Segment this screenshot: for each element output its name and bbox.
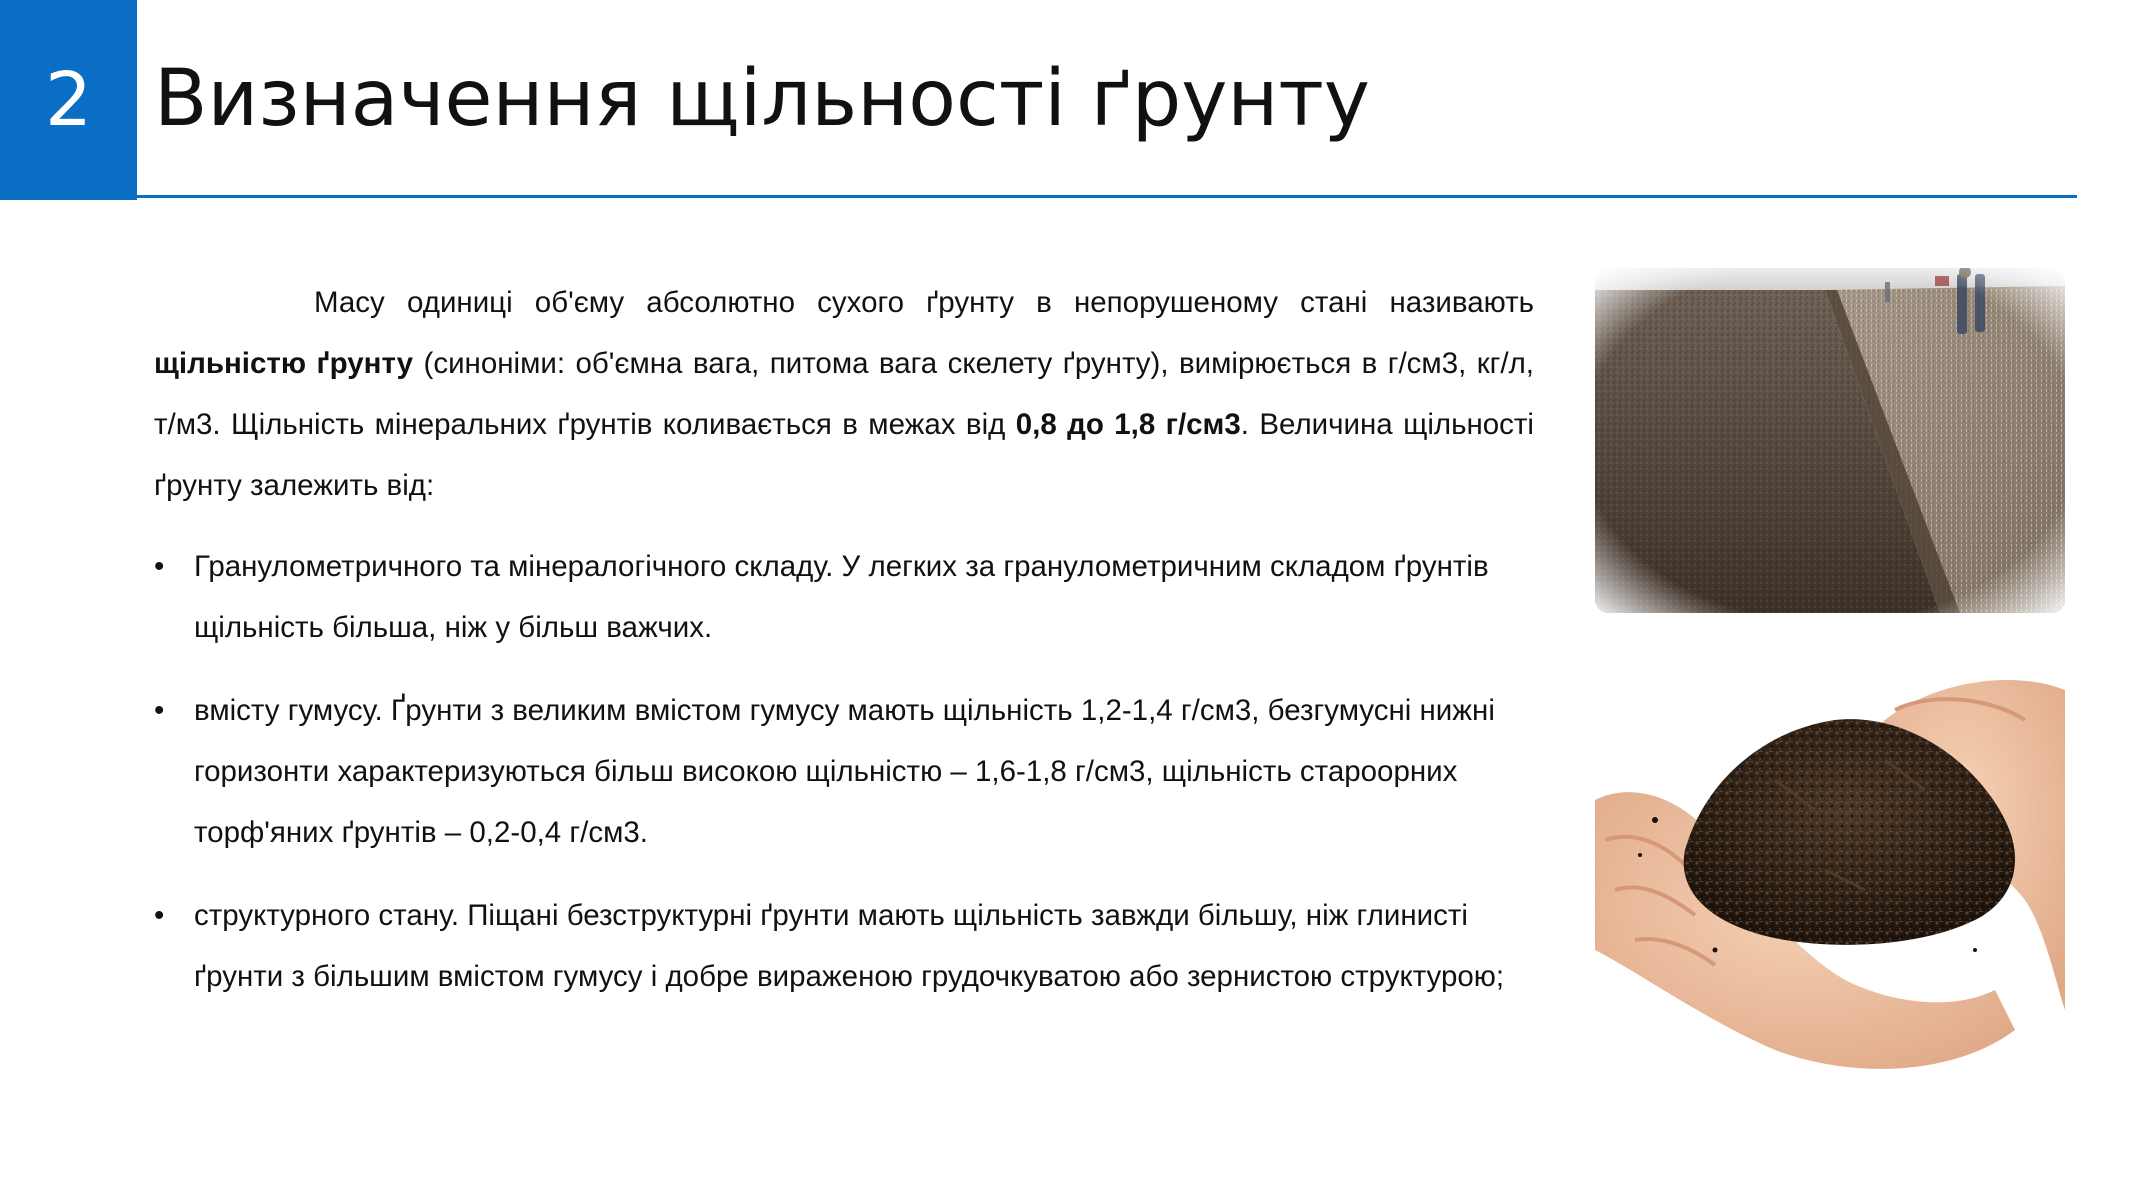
intro-bold-range: 0,8 до 1,8 г/см3 [1015,408,1241,441]
intro-text-3: . Величина щільності ґрунту залежить від: [154,408,1534,502]
bullet-icon: • [154,550,165,583]
list-item-text: структурного стану. Піщані безструктурні ґрунти мають щільність завжди більшу, ніж глинисті ґрунти з більшим вмістом гумусу і добре вираженою грудочкуватою або зернистою структурою; [194,899,1505,993]
slide-number: 2 [44,57,93,143]
list-item [154,680,1534,863]
list-item [154,536,1534,658]
slide-number-badge [0,0,137,200]
list-item-text: вмісту гумусу. Ґрунти з великим вмістом гумусу мають щільність 1,2-1,4 г/см3, безгумусні нижні горизонти характеризуються більш високою щільністю – 1,6-1,8 г/см3, щільність староорних торф'яних ґрунтів – 0,2-0,4 г/см3. [194,694,1495,849]
list-item [154,885,1534,1007]
list-item-text: Гранулометричного та мінералогічного складу. У легких за гранулометричним складом ґрунтів щільність більша, ніж у більш важчих. [194,550,1489,644]
bullet-icon: • [154,694,165,727]
intro-text-1: Масу одиниці об'єму абсолютно сухого ґрунту в непорушеному стані називають [314,286,1534,319]
page-title: Визначення щільності ґрунту [154,54,1370,144]
intro-text-2: (синоніми: об'ємна вага, питома вага скелету ґрунту), вимірюється в г/см3, кг/л, т/м3. Щільність мінеральних ґрунтів коливається в межах від [154,347,1534,441]
intro-bold-term: щільністю ґрунту [154,347,414,380]
intro-paragraph [154,272,1534,516]
soil-in-hands-photo [1595,650,2065,1082]
plowed-field-image [1595,268,2065,613]
factor-list [154,536,1534,1007]
plowed-field-photo [1595,268,2065,613]
soil-in-hands-image [1595,650,2065,1082]
bullet-icon: • [154,899,165,932]
content-body [154,272,1534,1029]
title-divider [137,195,2077,198]
